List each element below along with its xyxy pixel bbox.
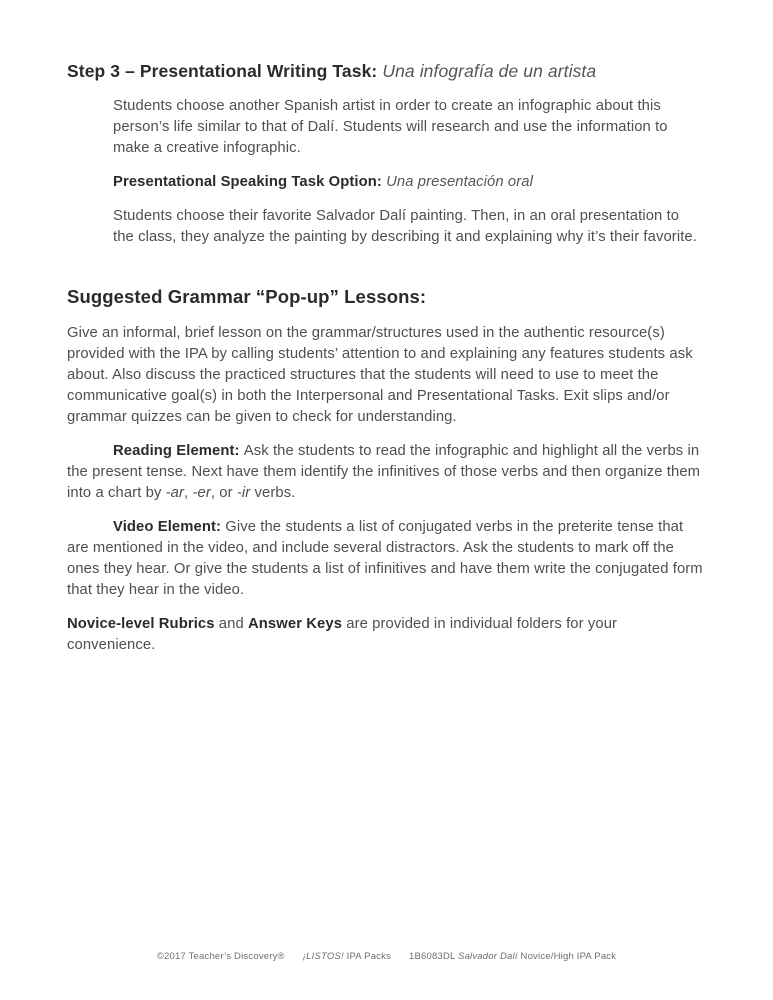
verb-ending-ar: -ar (165, 485, 185, 501)
page-footer (0, 951, 773, 963)
footer-series-title: ¡LISTOS! (302, 951, 344, 962)
grammar-section (67, 285, 704, 656)
verb-separator: , (184, 485, 193, 501)
page-content (67, 60, 704, 669)
video-element-label: Video Element: (113, 519, 226, 535)
rubrics-mid: and (214, 616, 248, 632)
reading-element-paragraph (67, 441, 704, 504)
footer-pack-title: Salvador Dalí (458, 951, 518, 962)
reading-element-tail: verbs. (250, 485, 296, 501)
step3-heading (67, 60, 704, 83)
step3-heading-subtitle: Una infografía de un artista (382, 61, 597, 81)
rubrics-bold: Novice-level Rubrics (67, 616, 215, 632)
grammar-heading: Suggested Grammar “Pop-up” Lessons: (67, 286, 427, 307)
speaking-option-subtitle: Una presentación oral (386, 174, 533, 190)
rubrics-note (67, 614, 704, 656)
footer-pack-rest: Novice/High IPA Pack (517, 951, 617, 962)
speaking-option-heading (113, 172, 704, 193)
speaking-option-label: Presentational Speaking Task Option: (113, 174, 387, 190)
footer-series-rest: IPA Packs (343, 951, 392, 962)
step3-section (67, 60, 704, 248)
footer-pack-code: 1B6083DL (409, 951, 459, 962)
speaking-task-paragraph: Students choose their favorite Salvador Dalí painting. Then, in an oral presentation to the class, they analyze the painting by describing it and explaining why it’s their favorite. (113, 208, 697, 245)
step3-body (113, 96, 704, 248)
verb-ending-er: -er (192, 485, 211, 501)
video-element-text: Give the students a list of conjugated verbs in the preterite tense that are mentioned in the video, and include several distractors. Ask the students to mark off the ones they hear. Or give the students a list of infinitives and have them write the conjugated form that they hear in the video. (67, 519, 703, 598)
reading-element-text: Ask the students to read the infographic and highlight all the verbs in the present tense. Next have them identify the infinitives of those verbs and then organize them into a chart by (67, 443, 701, 501)
footer-pack-id (409, 951, 616, 962)
writing-task-paragraph: Students choose another Spanish artist in order to create an infographic about this person’s life similar to that of Dalí. Students will research and use the information to make a creative infographic. (113, 98, 668, 156)
step3-heading-title: Step 3 – Presentational Writing Task: (67, 61, 383, 81)
verb-ending-ir: -ir (236, 485, 251, 501)
reading-element-label: Reading Element: (113, 443, 244, 459)
verb-separator: , or (210, 485, 237, 501)
grammar-intro-paragraph: Give an informal, brief lesson on the grammar/structures used in the authentic resource(s) provided with the IPA by calling students’ attention to and explaining any features students ask about. Also discuss the practiced structures that the students will need to use to meet the communicative goal(s) in both the Interpersonal and Presentational Tasks. Exit slips and/or grammar quizzes can be given to check for understanding. (67, 325, 693, 425)
rubrics-tail: are provided in individual folders for your convenience. (67, 616, 618, 653)
video-element-paragraph (67, 517, 704, 601)
footer-copyright: ©2017 Teacher’s Discovery® (156, 951, 285, 962)
answer-keys-bold: Answer Keys (248, 616, 343, 632)
footer-series (303, 951, 391, 962)
